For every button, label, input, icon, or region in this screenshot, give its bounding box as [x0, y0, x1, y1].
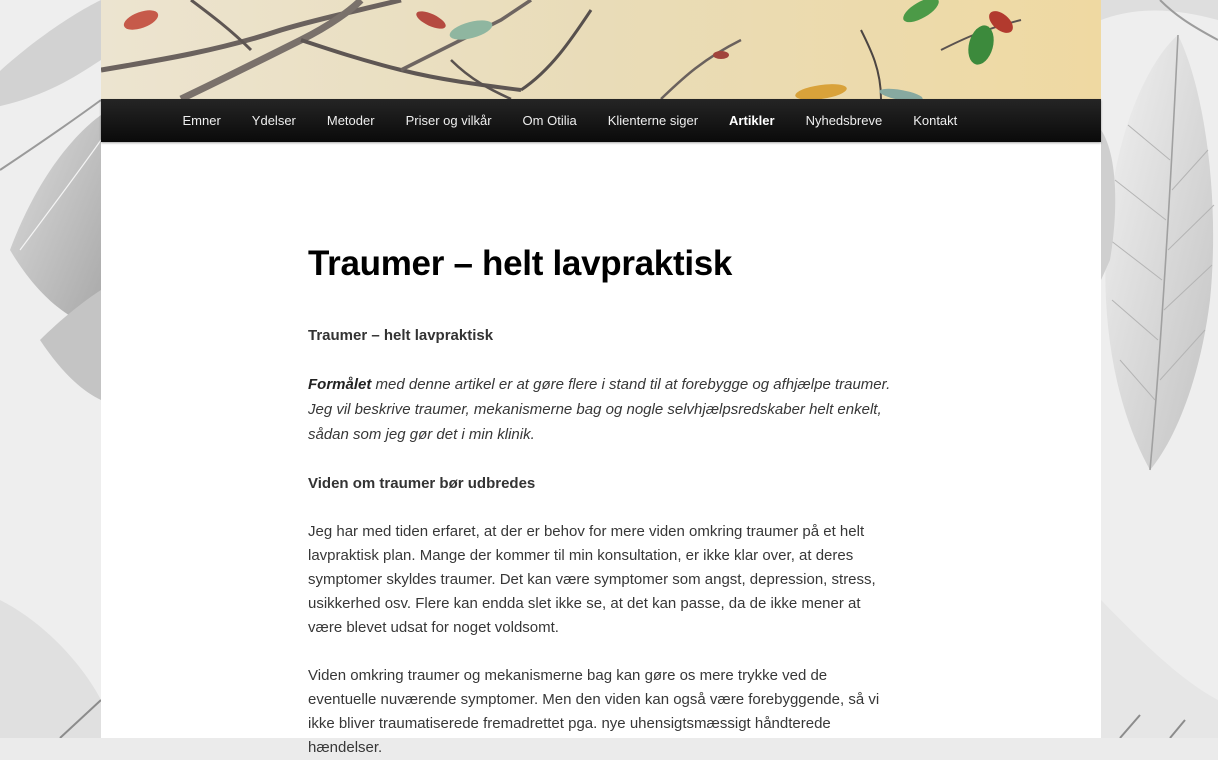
header-banner-image[interactable] [101, 0, 1101, 99]
nav-item-nyhedsbreve[interactable]: Nyhedsbreve [805, 113, 883, 128]
nav-item-priser-og-vilkar[interactable]: Priser og vilkår [405, 113, 492, 128]
intro-text: med denne artikel er at gøre flere i stand til at forebygge og afhjælpe traumer. Jeg vil beskrive traumer, mekanismerne bag og nogle selvhjælpsredskaber helt enkelt, sådan som jeg gør det i min klinik. [308, 376, 891, 443]
nav-item-artikler[interactable]: Artikler [729, 113, 775, 128]
section-heading: Viden om traumer bør udbredes [308, 475, 536, 492]
nav-item-emner[interactable]: Emner [182, 113, 221, 128]
main-navigation [101, 99, 1101, 142]
nav-item-om-otilia[interactable]: Om Otilia [522, 113, 577, 128]
nav-menu [101, 99, 1101, 142]
nav-item-ydelser[interactable]: Ydelser [251, 113, 296, 128]
paragraph-2: Viden omkring traumer og mekanismerne bag kan gøre os mere trykke ved de eventuelle nuværende symptomer. Men den viden kan også være forebyggende, så vi ikke bliver traumatiserede fremadrettet pga. nye uhensigtsmæssigt håndterede hændelser. [308, 667, 880, 756]
nav-item-metoder[interactable]: Metoder [326, 113, 375, 128]
article-intro [308, 372, 893, 447]
paragraph-1: Jeg har med tiden erfaret, at der er behov for mere viden omkring traumer på et helt lavpraktisk plan. Mange der kommer til min konsultation, er ikke klar over, at deres symptomer skyldes traumer. Det kan være symptomer som angst, depression, stress, usikkerhed osv. Flere kan endda slet ikke se, at det kan passe, da de ikke mener at være blevet udsat for noget voldsomt. [308, 523, 876, 636]
intro-lead-word: Formålet [308, 376, 372, 393]
article [308, 242, 893, 760]
page-container [101, 0, 1101, 756]
article-title: Traumer – helt lavpraktisk [308, 244, 733, 283]
bonsai-branches-illustration [101, 0, 1101, 99]
nav-item-klienterne-siger[interactable]: Klienterne siger [607, 113, 699, 128]
article-subtitle: Traumer – helt lavpraktisk [308, 327, 494, 344]
nav-item-kontakt[interactable]: Kontakt [913, 113, 958, 128]
